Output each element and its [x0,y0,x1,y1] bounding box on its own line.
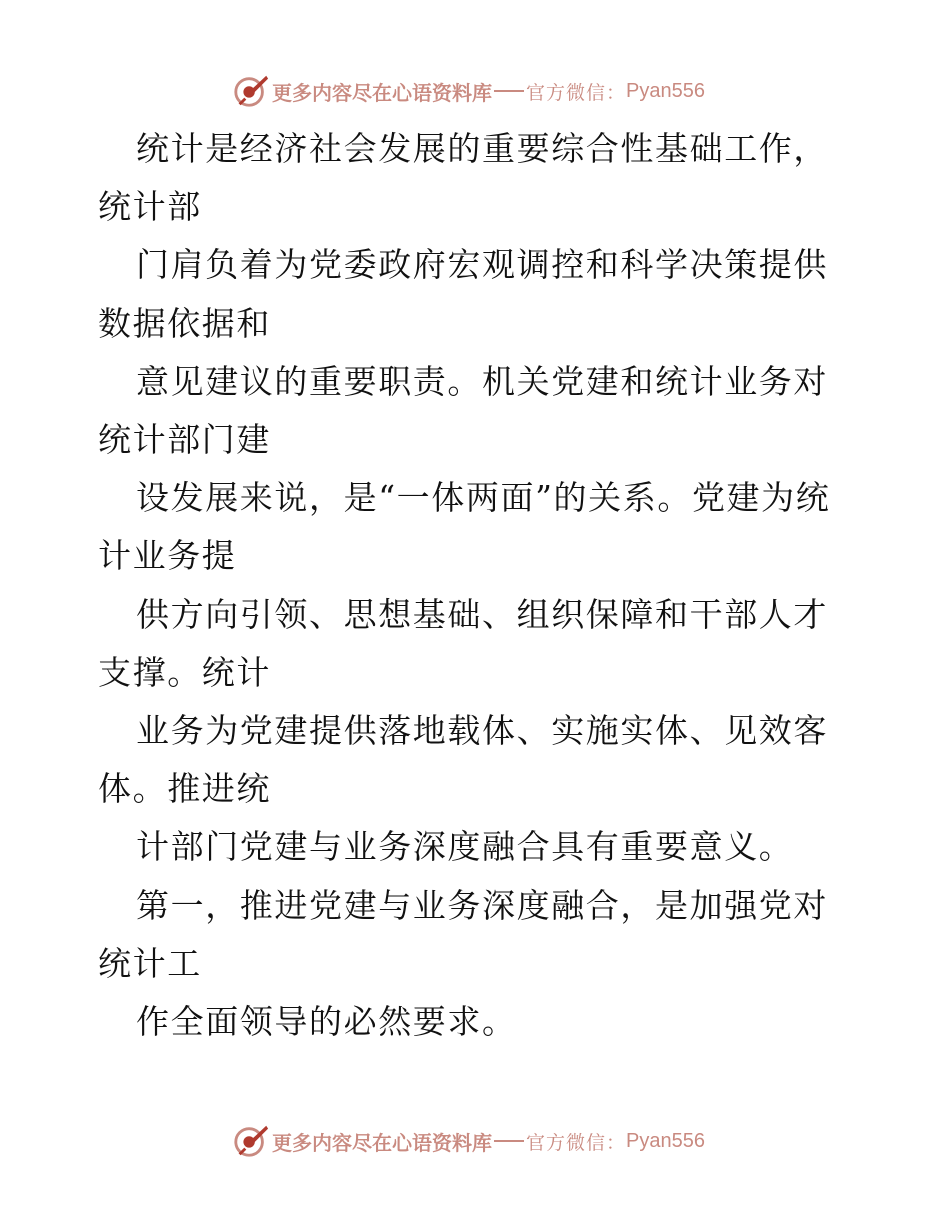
paragraph: 作全面领导的必然要求。 [136,1002,517,1042]
banner-wechat-id: Pyan556 [626,79,705,102]
banner-site-text: 更多内容尽在心语资料库 [272,80,492,105]
document-body [98,120,858,1051]
paragraph: 第一，推进党建与业务深度融合，是加强党对统计工 [98,885,828,983]
header-banner[interactable] [232,71,705,111]
banner-wechat-label: 官方微信： [526,1131,627,1154]
paragraph: 意见建议的重要职责。机关党建和统计业务对统计部门建 [98,361,828,460]
paragraph: 设发展来说，是“一体两面”的关系。党建为统计业务提 [98,478,831,576]
banner-dash [494,90,524,92]
footer-banner[interactable] [232,1121,705,1161]
banner-dash [494,1140,524,1142]
pen-logo-icon [232,1122,270,1160]
pen-logo-icon [232,72,270,110]
banner-site-text: 更多内容尽在心语资料库 [272,1130,492,1155]
banner-wechat-label: 官方微信： [526,81,627,104]
paragraph: 统计是经济社会发展的重要综合性基础工作，统计部 [98,129,828,227]
banner-wechat-id: Pyan556 [626,1129,705,1152]
paragraph: 门肩负着为党委政府宏观调控和科学决策提供数据依据和 [98,245,828,343]
paragraph: 业务为党建提供落地载体、实施实体、见效客体。推进统 [98,711,828,809]
paragraph: 计部门党建与业务深度融合具有重要意义。 [136,827,794,867]
paragraph: 供方向引领、思想基础、组织保障和干部人才支撑。统计 [98,594,828,692]
